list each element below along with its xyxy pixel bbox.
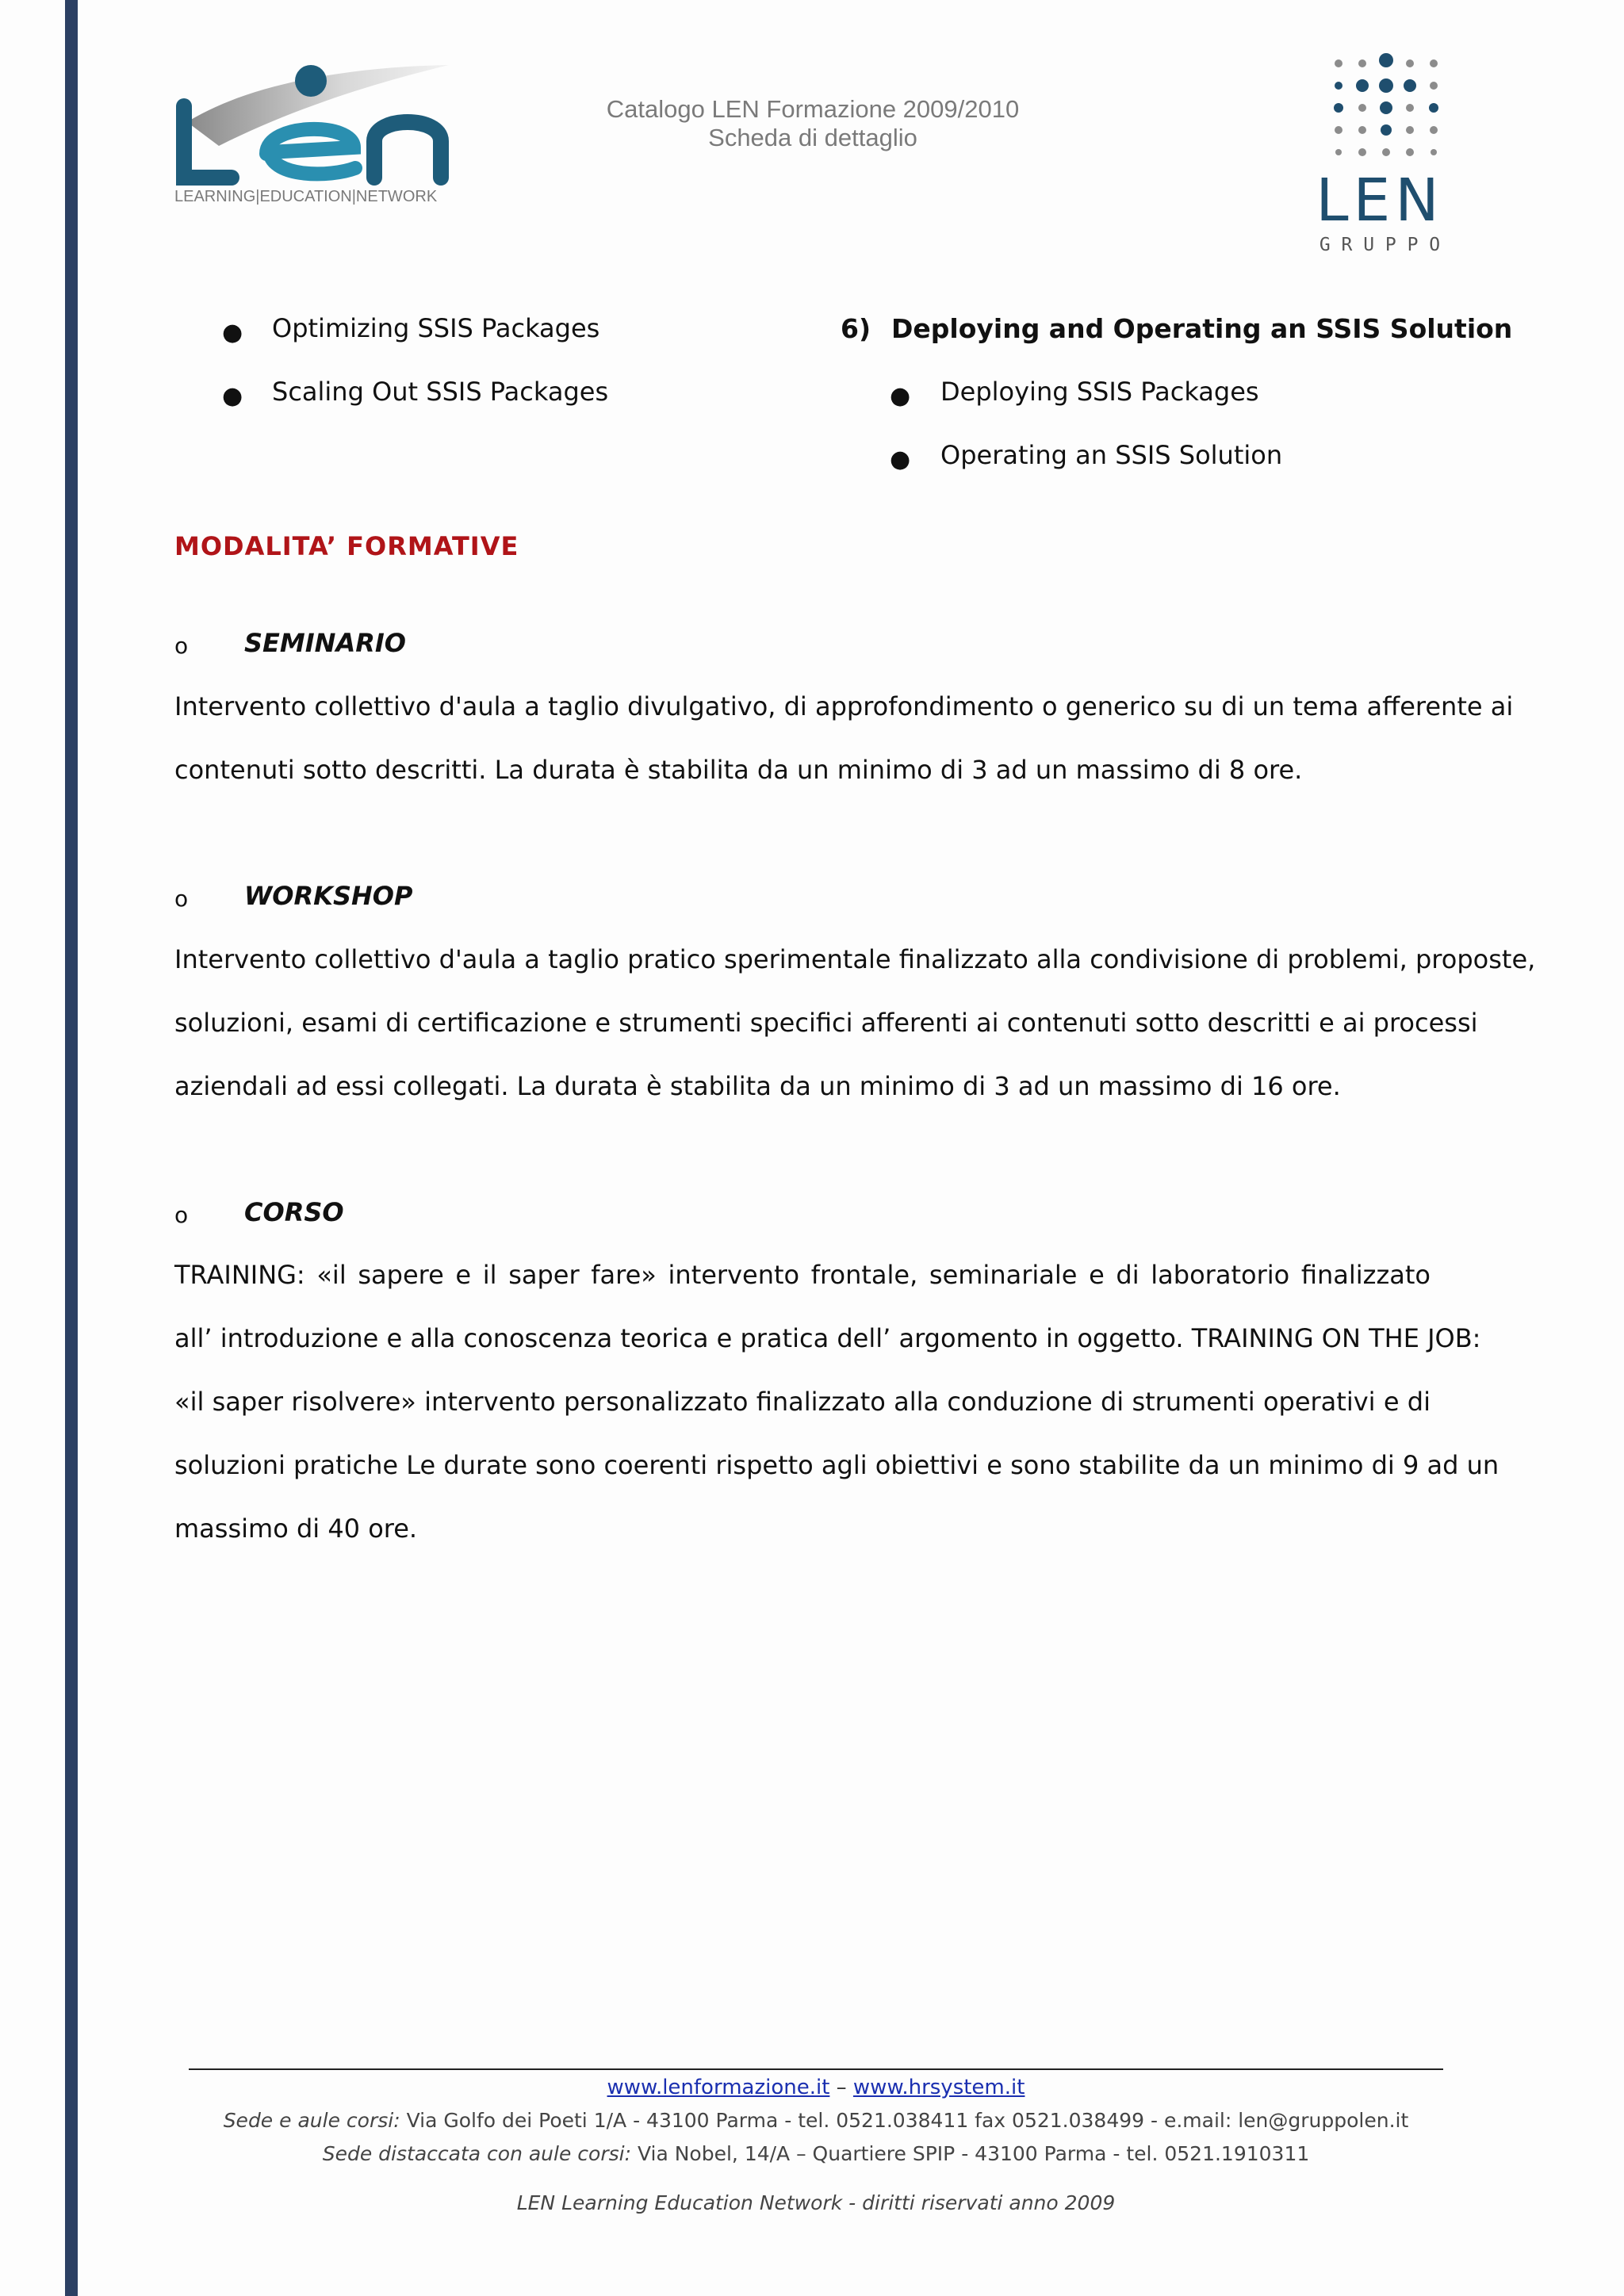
len-learning-logo <box>171 59 457 209</box>
link-separator: – <box>836 2076 847 2099</box>
paragraph-line: contenuti sotto descritti. La durata è stabilita da un minimo di 3 ad un massimo di 8 ore. <box>174 755 1303 785</box>
module-item: Deploying SSIS Packages <box>940 377 1259 407</box>
paragraph-line: soluzioni, esami di certificazione e strumenti specifici afferenti ai contenuti sotto descritti e ai processi <box>174 1008 1478 1038</box>
mode-title-corso: CORSO <box>244 1197 344 1227</box>
bullet-icon: ● <box>222 319 243 346</box>
footer-address-branch <box>189 2142 1443 2165</box>
footer-address-main <box>189 2109 1443 2132</box>
module-item: Operating an SSIS Solution <box>940 440 1283 470</box>
module-number: 6) <box>841 313 871 344</box>
mode-title-seminario: SEMINARIO <box>244 628 406 658</box>
paragraph-line: soluzioni pratiche Le durate sono coerenti rispetto agli obiettivi e sono stabilite da un minimo di 9 ad un <box>174 1450 1500 1480</box>
circle-bullet-icon: o <box>174 633 189 659</box>
circle-bullet-icon: o <box>174 1202 189 1228</box>
footer-copyright: LEN Learning Education Network - diritti riservati anno 2009 <box>516 2191 1116 2214</box>
paragraph-line: TRAINING: «il sapere e il saper fare» intervento frontale, seminariale e di laboratorio finalizzato <box>174 1260 1431 1290</box>
bullet-icon: ● <box>890 446 911 473</box>
len-gruppo-logo <box>1285 52 1475 258</box>
logo-tagline: LEARNING|EDUCATION|NETWORK <box>174 188 438 205</box>
module-item: Scaling Out SSIS Packages <box>272 377 609 407</box>
paragraph-line: all’ introduzione e alla conoscenza teorica e pratica dell’ argomento in oggetto. TRAINING ON THE JOB: <box>174 1323 1481 1353</box>
section-title: MODALITA’ FORMATIVE <box>174 531 519 561</box>
page-left-border <box>65 0 78 2296</box>
paragraph-line: massimo di 40 ore. <box>174 1513 418 1544</box>
circle-bullet-icon: o <box>174 886 189 912</box>
footer-text: Via Nobel, 14/A – Quartiere SPIP - 43100 Parma - tel. 0521.1910311 <box>631 2142 1310 2165</box>
link-hrsystem[interactable]: www.hrsystem.it <box>852 2076 1025 2099</box>
module-title: Deploying and Operating an SSIS Solution <box>891 313 1513 344</box>
footer-label: Sede e aule corsi: <box>223 2109 400 2132</box>
paragraph-line: Intervento collettivo d'aula a taglio pratico sperimentale finalizzato alla condivisione di problemi, proposte, <box>174 944 1536 974</box>
link-lenformazione[interactable]: www.lenformazione.it <box>607 2076 830 2099</box>
footer-links <box>189 2076 1443 2099</box>
catalog-subtitle: Scheda di dettaglio <box>708 124 917 151</box>
bullet-icon: ● <box>890 382 911 410</box>
footer-divider <box>189 2068 1443 2070</box>
logo-gruppo-word: G R U P P O <box>1319 235 1441 255</box>
catalog-title: Catalogo LEN Formazione 2009/2010 <box>606 95 1020 123</box>
paragraph-line: Intervento collettivo d'aula a taglio divulgativo, di approfondimento o generico su di un tema afferente ai <box>174 691 1514 721</box>
footer-text: Via Golfo dei Poeti 1/A - 43100 Parma - tel. 0521.038411 fax 0521.038499 - e.mail: len@gruppolen.it <box>400 2109 1409 2132</box>
bullet-icon: ● <box>222 382 243 410</box>
paragraph-line: «il saper risolvere» intervento personalizzato finalizzato alla conduzione di strumenti operativi e di <box>174 1387 1431 1417</box>
logo-len-word: LEN <box>1316 166 1444 235</box>
mode-title-workshop: WORKSHOP <box>244 881 413 911</box>
paragraph-line: aziendali ad essi collegati. La durata è stabilita da un minimo di 3 ad un massimo di 16 ore. <box>174 1071 1341 1101</box>
footer-label: Sede distaccata con aule corsi: <box>322 2142 632 2165</box>
module-item: Optimizing SSIS Packages <box>272 313 600 343</box>
